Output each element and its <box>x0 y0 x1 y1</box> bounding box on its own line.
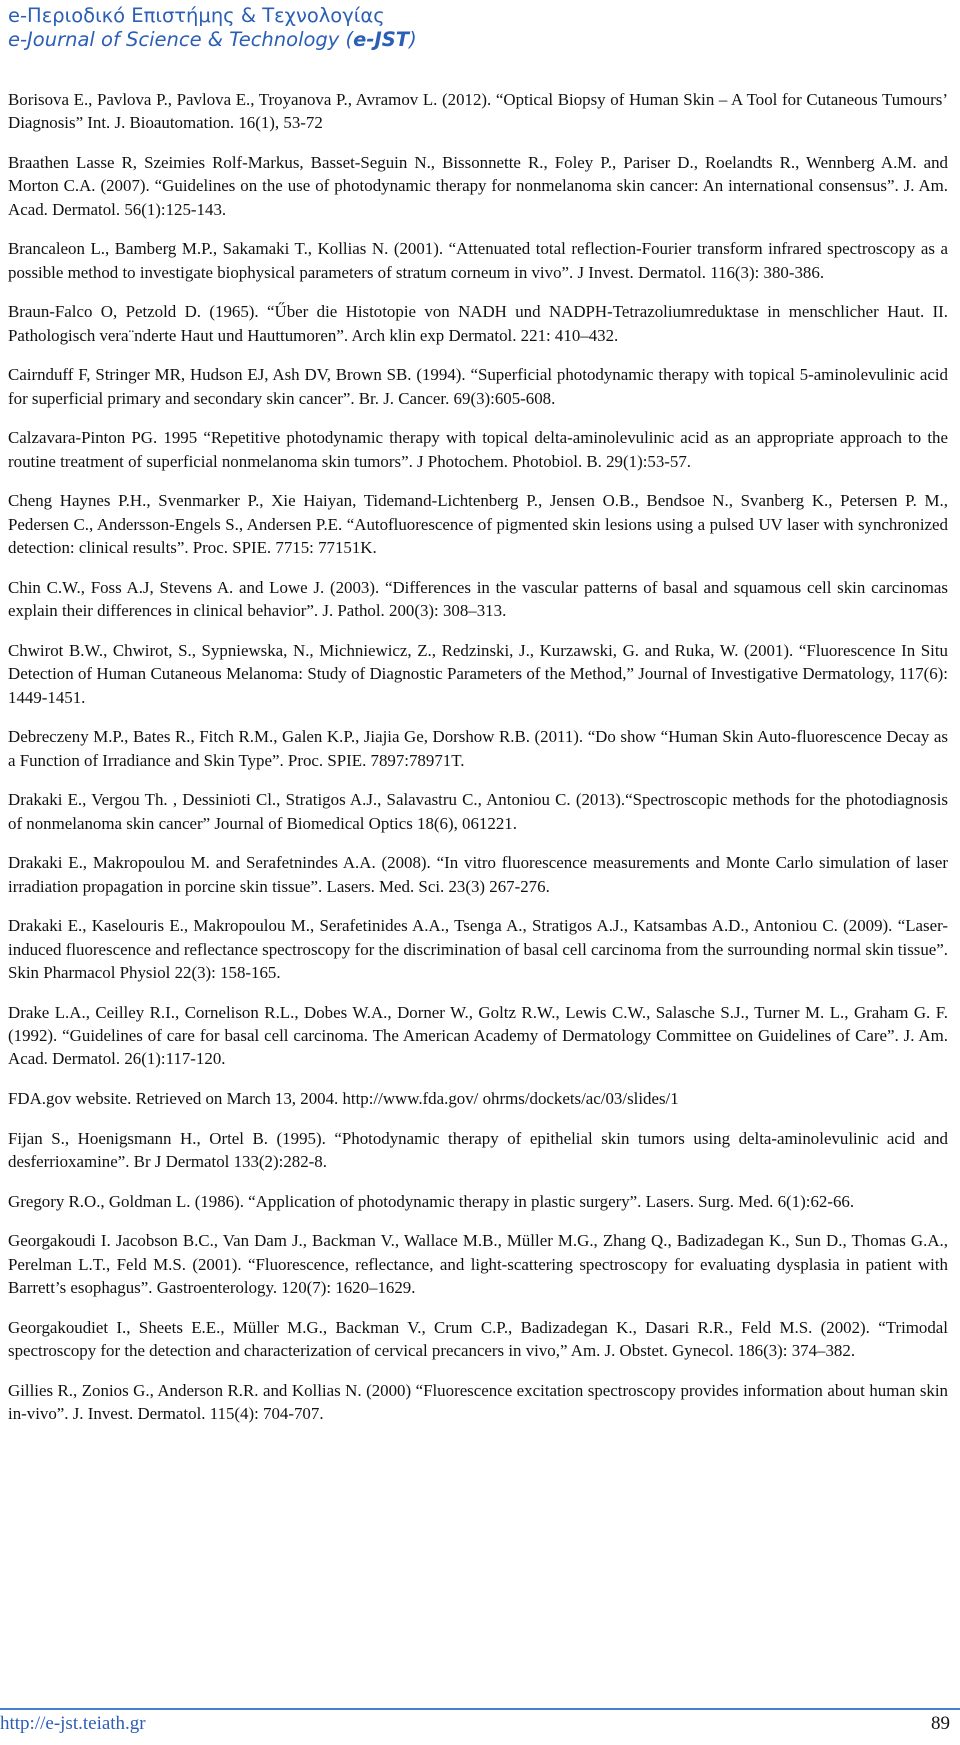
journal-abbreviation: e-JST <box>353 28 410 51</box>
reference-entry: Chin C.W., Foss A.J, Stevens A. and Lowe J. (2003). “Differences in the vascular patterns of basal and squamous cell skin carcinomas explain their differences in clinical behavior”. J. Pathol. 200(3): 308–313. <box>8 577 948 621</box>
journal-title-english <box>8 28 417 52</box>
journal-title-greek: e-Περιοδικό Επιστήμης & Τεχνολογίας <box>8 4 385 27</box>
journal-title-english-suffix: ) <box>409 28 417 51</box>
journal-title-english-prefix: e-Journal of Science & Technology ( <box>8 28 354 51</box>
reference-entry: Braathen Lasse R, Szeimies Rolf-Markus, Basset-Seguin N., Bissonnette R., Foley P., Pariser D., Roelandts R., Wennberg A.M. and Morton C.A. (2007). “Guidelines on the use of photodynamic therapy for nonmelanoma skin cancer: An international consensus”. J. Am. Acad. Dermatol. 56(1):125-143. <box>8 153 948 219</box>
reference-entry: Debreczeny M.P., Bates R., Fitch R.M., Galen K.P., Jiajia Ge, Dorshow R.B. (2011). “Do show “Human Skin Auto-fluorescence Decay as a Function of Irradiance and Skin Type”. Proc. SPIE. 7897:78971T. <box>8 727 948 770</box>
reference-entry: Drake L.A., Ceilley R.I., Cornelison R.L., Dobes W.A., Dorner W., Goltz R.W., Lewis C.W., Salasche S.J., Turner M. L., Graham G. F. (1992). “Guidelines of care for basal cell carcinoma. The American Academy of Dermatology Committee on Guidelines of Care”. J. Am. Acad. Dermatol. 26(1):117-120. <box>8 1002 948 1069</box>
reference-entry: Calzavara-Pinton PG. 1995 “Repetitive photodynamic therapy with topical delta-aminolevulinic acid as an appropriate approach to the routine treatment of superficial nonmelanoma skin tumors”. J Photochem. Photobiol. B. 29(1):53-57. <box>8 428 948 471</box>
reference-entry: FDA.gov website. Retrieved on March 13, 2004. http://www.fda.gov/ ohrms/dockets/ac/03/slides/1 <box>8 1089 679 1109</box>
reference-entry: Gillies R., Zonios G., Anderson R.R. and Kollias N. (2000) “Fluorescence excitation spectroscopy provides information about human skin in-vivo”. J. Invest. Dermatol. 115(4): 704-707. <box>8 1380 948 1424</box>
reference-entry: Drakaki E., Makropoulou M. and Serafetnindes A.A. (2008). “In vitro fluorescence measurements and Monte Carlo simulation of laser irradiation propagation in porcine skin tissue”. Lasers. Med. Sci. 23(3) 267-276. <box>8 853 948 896</box>
reference-entry: Gregory R.O., Goldman L. (1986). “Application of photodynamic therapy in plastic surgery”. Lasers. Surg. Med. 6(1):62-66. <box>8 1191 855 1211</box>
reference-entry: Brancaleon L., Bamberg M.P., Sakamaki T., Kollias N. (2001). “Attenuated total reflection-Fourier transform infrared spectroscopy as a possible method to investigate biophysical parameters of stratum corneum in vivo”. J Invest. Dermatol. 116(3): 380-386. <box>8 239 948 282</box>
reference-entry: Braun-Falco O, Petzold D. (1965). “Űber die Histotopie von NADH und NADPH-Tetrazoliumreduktase in menschlicher Haut. II. Pathologisch vera¨nderte Haut und Hauttumoren”. Arch klin exp Dermatol. 221: 410–432. <box>8 302 948 345</box>
reference-entry: Cheng Haynes P.H., Svenmarker P., Xie Haiyan, Tidemand-Lichtenberg P., Jensen O.B., Bendsoe N., Svanberg K., Petersen P. M., Pedersen C., Andersson-Engels S., Andersen P.E. “Autofluorescence of pigmented skin lesions using a pulsed UV laser with synchronized detection: clinical results”. Proc. SPIE. 7715: 77151K. <box>8 491 948 558</box>
reference-entry: Georgakoudiet I., Sheets E.E., Müller M.G., Backman V., Crum C.P., Badizadegan K., Dasari R.R., Feld M.S. (2002). “Trimodal spectroscopy for the detection and characterization of cervical precancers in vivo,” Am. J. Obstet. Gynecol. 186(3): 374–382. <box>8 1317 948 1361</box>
reference-entry: Fijan S., Hoenigsmann H., Ortel B. (1995). “Photodynamic therapy of epithelial skin tumors using delta-aminolevulinic acid and desferrioxamine”. Br J Dermatol 133(2):282-8. <box>8 1128 948 1172</box>
footer-url-link[interactable]: http://e-jst.teiath.gr <box>0 1713 146 1734</box>
reference-entry: Drakaki E., Vergou Th. , Dessinioti Cl., Stratigos A.J., Salavastru C., Antoniou C. (2013).“Spectroscopic methods for the photodiagnosis of nonmelanoma skin cancer” Journal of Biomedical Optics 18(6), 061221. <box>8 790 948 833</box>
reference-entry: Cairnduff F, Stringer MR, Hudson EJ, Ash DV, Brown SB. (1994). “Superficial photodynamic therapy with topical 5-aminolevulinic acid for superficial primary and secondary skin cancer”. Br. J. Cancer. 69(3):605-608. <box>8 365 948 408</box>
reference-entry: Drakaki E., Kaselouris E., Makropoulou M., Serafetinides A.A., Tsenga A., Stratigos A.J., Katsambas A.D., Antoniou C. (2009). “Laser-induced fluorescence and reflectance spectroscopy for the discrimination of basal cell carcinoma from the surrounding normal skin tissue”. Skin Pharmacol Physiol 22(3): 158-165. <box>8 916 948 983</box>
reference-entry: Georgakoudi I. Jacobson B.C., Van Dam J., Backman V., Wallace M.B., Müller M.G., Zhang Q., Badizadegan K., Sun D., Thomas G.A., Perelman L.T., Feld M.S. (2001). “Fluorescence, reflectance, and light-scattering spectroscopy for evaluating dysplasia in patient with Barrett’s esophagus”. Gastroenterology. 120(7): 1620–1629. <box>8 1231 948 1298</box>
footer-divider <box>0 1708 960 1710</box>
page-number: 89 <box>931 1713 950 1734</box>
reference-entry: Chwirot B.W., Chwirot, S., Sypniewska, N., Michniewicz, Z., Redzinski, J., Kurzawski, G. and Ruka, W. (2001). “Fluorescence In Situ Detection of Human Cutaneous Melanoma: Study of Diagnostic Parameters of the Method,” Journal of Investigative Dermatology, 117(6): 1449-1451. <box>8 640 948 707</box>
reference-entry: Borisova E., Pavlova P., Pavlova E., Troyanova P., Avramov L. (2012). “Optical Biopsy of Human Skin – A Tool for Cutaneous Tumours’ Diagnosis” Int. J. Bioautomation. 16(1), 53-72 <box>8 90 948 133</box>
reference-list <box>8 88 948 1442</box>
journal-header <box>8 4 417 52</box>
